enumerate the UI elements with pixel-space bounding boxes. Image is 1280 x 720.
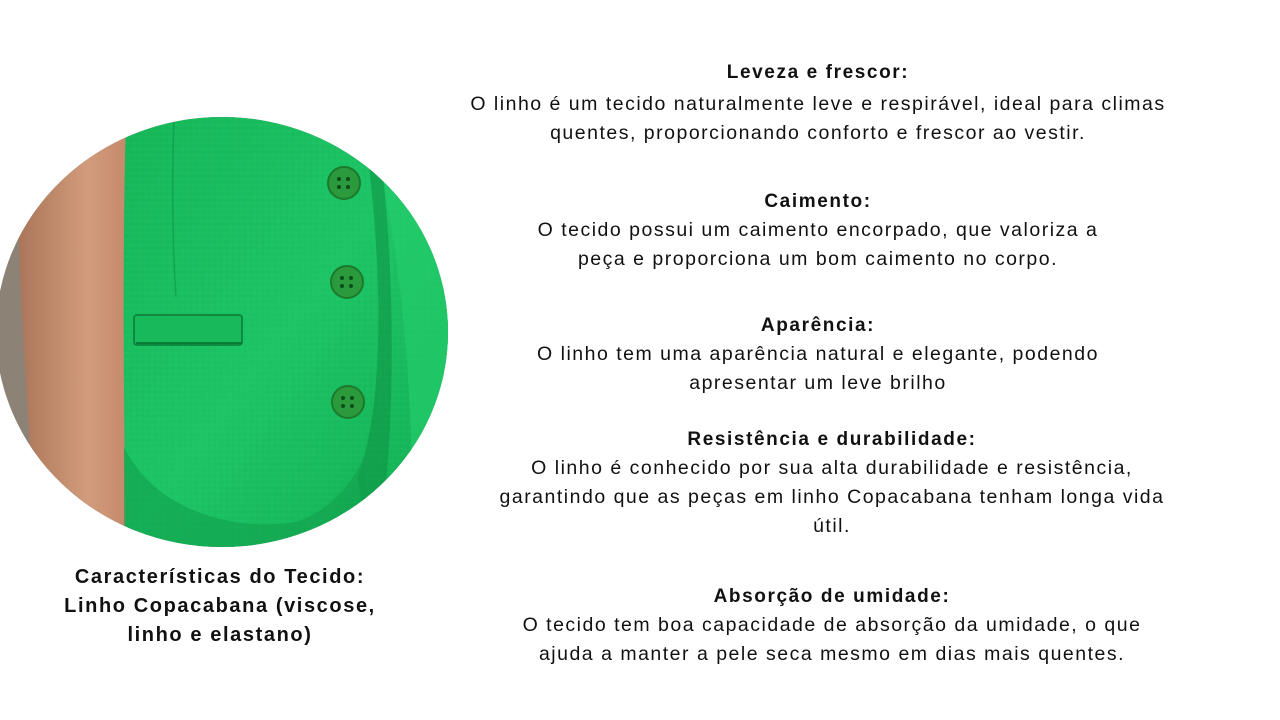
- feature-appearance: [418, 311, 1218, 398]
- fabric-caption: [0, 563, 440, 650]
- feature-text-line: útil.: [813, 515, 851, 537]
- feature-text-line: apresentar um leve brilho: [689, 372, 947, 394]
- feature-text-line: O linho é um tecido naturalmente leve e respirável, ideal para climas: [470, 93, 1166, 115]
- feature-lightness: [418, 58, 1218, 148]
- feature-text-line: peça e proporciona um bom caimento no corpo.: [577, 248, 1059, 270]
- product-photo: [0, 117, 448, 547]
- feature-text-line: O tecido tem boa capacidade de absorção da umidade, o que: [522, 614, 1142, 636]
- feature-durability: [432, 425, 1232, 541]
- feature-text-line: garantindo que as peças em linho Copacabana tenham longa vida: [499, 486, 1165, 508]
- feature-moisture: [432, 582, 1232, 669]
- caption-line: Características do Tecido:: [74, 566, 366, 588]
- feature-text-line: O linho tem uma aparência natural e elegante, podendo: [537, 343, 1099, 365]
- feature-title: Caimento:: [764, 191, 872, 212]
- feature-text-line: O tecido possui um caimento encorpado, que valoriza a: [537, 219, 1099, 241]
- feature-title: Resistência e durabilidade:: [687, 429, 977, 450]
- feature-title: Aparência:: [760, 315, 876, 336]
- caption-line: linho e elastano): [127, 624, 313, 646]
- green-linen-vest-photo: [0, 117, 448, 547]
- feature-title: Absorção de umidade:: [713, 586, 951, 607]
- feature-title: Leveza e frescor:: [726, 62, 910, 83]
- feature-text-line: O linho é conhecido por sua alta durabilidade e resistência,: [531, 457, 1133, 479]
- feature-drape: [418, 187, 1218, 274]
- feature-text-line: quentes, proporcionando conforto e frescor ao vestir.: [550, 122, 1086, 144]
- feature-text-line: ajuda a manter a pele seca mesmo em dias mais quentes.: [538, 643, 1126, 665]
- caption-line: Linho Copacabana (viscose,: [64, 595, 376, 617]
